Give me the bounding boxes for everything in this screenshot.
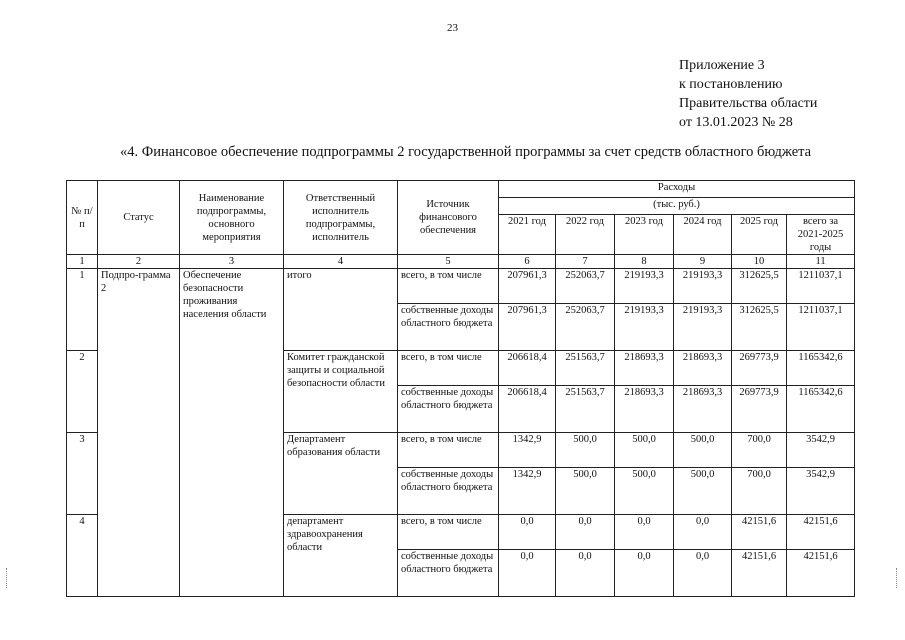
source-own: собственные доходы областного бюджета bbox=[398, 550, 499, 597]
value-cell: 219193,3 bbox=[674, 304, 732, 351]
value-cell: 500,0 bbox=[556, 468, 615, 515]
appendix-line: Правительства области bbox=[679, 96, 818, 111]
financing-table bbox=[66, 180, 855, 597]
value-cell: 252063,7 bbox=[556, 269, 615, 304]
column-number: 4 bbox=[284, 255, 398, 269]
value-cell: 500,0 bbox=[615, 433, 674, 468]
row-number: 1 bbox=[67, 269, 98, 351]
value-cell: 312625,5 bbox=[732, 304, 787, 351]
header-num: № п/п bbox=[67, 181, 98, 255]
header-executor: Ответственный исполнитель подпрограммы, исполнитель bbox=[284, 181, 398, 255]
value-cell: 269773,9 bbox=[732, 386, 787, 433]
column-number: 6 bbox=[499, 255, 556, 269]
header-source: Источник финансового обеспечения bbox=[398, 181, 499, 255]
scan-edge-mark-right bbox=[896, 568, 899, 588]
value-cell: 42151,6 bbox=[787, 550, 855, 597]
value-cell: 3542,9 bbox=[787, 433, 855, 468]
value-cell: 218693,3 bbox=[674, 386, 732, 433]
header-year: 2025 год bbox=[732, 215, 787, 255]
program-name-cell: Обеспечение безопасности проживания населения области bbox=[180, 269, 284, 597]
value-cell: 0,0 bbox=[556, 515, 615, 550]
column-number: 2 bbox=[98, 255, 180, 269]
value-cell: 218693,3 bbox=[615, 351, 674, 386]
row-number: 2 bbox=[67, 351, 98, 433]
executor-cell: итого bbox=[284, 269, 398, 351]
column-number: 10 bbox=[732, 255, 787, 269]
column-number: 11 bbox=[787, 255, 855, 269]
source-total: всего, в том числе bbox=[398, 515, 499, 550]
value-cell: 1342,9 bbox=[499, 433, 556, 468]
appendix-line: к постановлению bbox=[679, 77, 783, 92]
value-cell: 0,0 bbox=[556, 550, 615, 597]
value-cell: 700,0 bbox=[732, 433, 787, 468]
value-cell: 700,0 bbox=[732, 468, 787, 515]
column-number: 7 bbox=[556, 255, 615, 269]
executor-cell: департамент здравоохранения области bbox=[284, 515, 398, 597]
header-year: 2023 год bbox=[615, 215, 674, 255]
value-cell: 219193,3 bbox=[615, 304, 674, 351]
value-cell: 252063,7 bbox=[556, 304, 615, 351]
value-cell: 500,0 bbox=[674, 468, 732, 515]
page-number: 23 bbox=[447, 22, 458, 34]
appendix-line: от 13.01.2023 № 28 bbox=[679, 115, 793, 130]
value-cell: 269773,9 bbox=[732, 351, 787, 386]
executor-cell: Комитет гражданской защиты и социальной безопасности области bbox=[284, 351, 398, 433]
value-cell: 312625,5 bbox=[732, 269, 787, 304]
value-cell: 1211037,1 bbox=[787, 304, 855, 351]
column-number: 1 bbox=[67, 255, 98, 269]
value-cell: 206618,4 bbox=[499, 351, 556, 386]
value-cell: 218693,3 bbox=[615, 386, 674, 433]
value-cell: 251563,7 bbox=[556, 386, 615, 433]
header-name: Наименование подпрограммы, основного мероприятия bbox=[180, 181, 284, 255]
value-cell: 207961,3 bbox=[499, 304, 556, 351]
value-cell: 0,0 bbox=[674, 515, 732, 550]
value-cell: 1211037,1 bbox=[787, 269, 855, 304]
source-own: собственные доходы областного бюджета bbox=[398, 468, 499, 515]
source-total: всего, в том числе bbox=[398, 269, 499, 304]
value-cell: 500,0 bbox=[615, 468, 674, 515]
header-year: 2024 год bbox=[674, 215, 732, 255]
value-cell: 42151,6 bbox=[732, 550, 787, 597]
table-row bbox=[67, 269, 855, 304]
value-cell: 42151,6 bbox=[732, 515, 787, 550]
source-own: собственные доходы областного бюджета bbox=[398, 304, 499, 351]
appendix-header bbox=[679, 56, 817, 132]
column-number: 9 bbox=[674, 255, 732, 269]
header-expenses: Расходы bbox=[499, 181, 855, 198]
value-cell: 251563,7 bbox=[556, 351, 615, 386]
source-total: всего, в том числе bbox=[398, 351, 499, 386]
source-total: всего, в том числе bbox=[398, 433, 499, 468]
executor-cell: Департамент образования области bbox=[284, 433, 398, 515]
document-title: «4. Финансовое обеспечение подпрограммы 2 государственной программы за счет средств областного бюджета bbox=[120, 144, 812, 160]
status-cell: Подпро-грамма 2 bbox=[98, 269, 180, 597]
header-status: Статус bbox=[98, 181, 180, 255]
column-number: 8 bbox=[615, 255, 674, 269]
value-cell: 1165342,6 bbox=[787, 351, 855, 386]
value-cell: 1165342,6 bbox=[787, 386, 855, 433]
row-number: 3 bbox=[67, 433, 98, 515]
header-year-total: всего за 2021-2025 годы bbox=[787, 215, 855, 255]
column-number: 5 bbox=[398, 255, 499, 269]
value-cell: 3542,9 bbox=[787, 468, 855, 515]
header-year: 2021 год bbox=[499, 215, 556, 255]
header-year: 2022 год bbox=[556, 215, 615, 255]
scan-edge-mark-left bbox=[6, 568, 9, 588]
value-cell: 0,0 bbox=[499, 550, 556, 597]
value-cell: 0,0 bbox=[674, 550, 732, 597]
value-cell: 42151,6 bbox=[787, 515, 855, 550]
value-cell: 219193,3 bbox=[674, 269, 732, 304]
value-cell: 218693,3 bbox=[674, 351, 732, 386]
value-cell: 207961,3 bbox=[499, 269, 556, 304]
appendix-line: Приложение 3 bbox=[679, 58, 765, 73]
header-unit: (тыс. руб.) bbox=[499, 198, 855, 215]
value-cell: 500,0 bbox=[556, 433, 615, 468]
value-cell: 219193,3 bbox=[615, 269, 674, 304]
value-cell: 1342,9 bbox=[499, 468, 556, 515]
column-number: 3 bbox=[180, 255, 284, 269]
value-cell: 0,0 bbox=[615, 515, 674, 550]
value-cell: 0,0 bbox=[615, 550, 674, 597]
value-cell: 500,0 bbox=[674, 433, 732, 468]
source-own: собственные доходы областного бюджета bbox=[398, 386, 499, 433]
row-number: 4 bbox=[67, 515, 98, 597]
value-cell: 206618,4 bbox=[499, 386, 556, 433]
value-cell: 0,0 bbox=[499, 515, 556, 550]
